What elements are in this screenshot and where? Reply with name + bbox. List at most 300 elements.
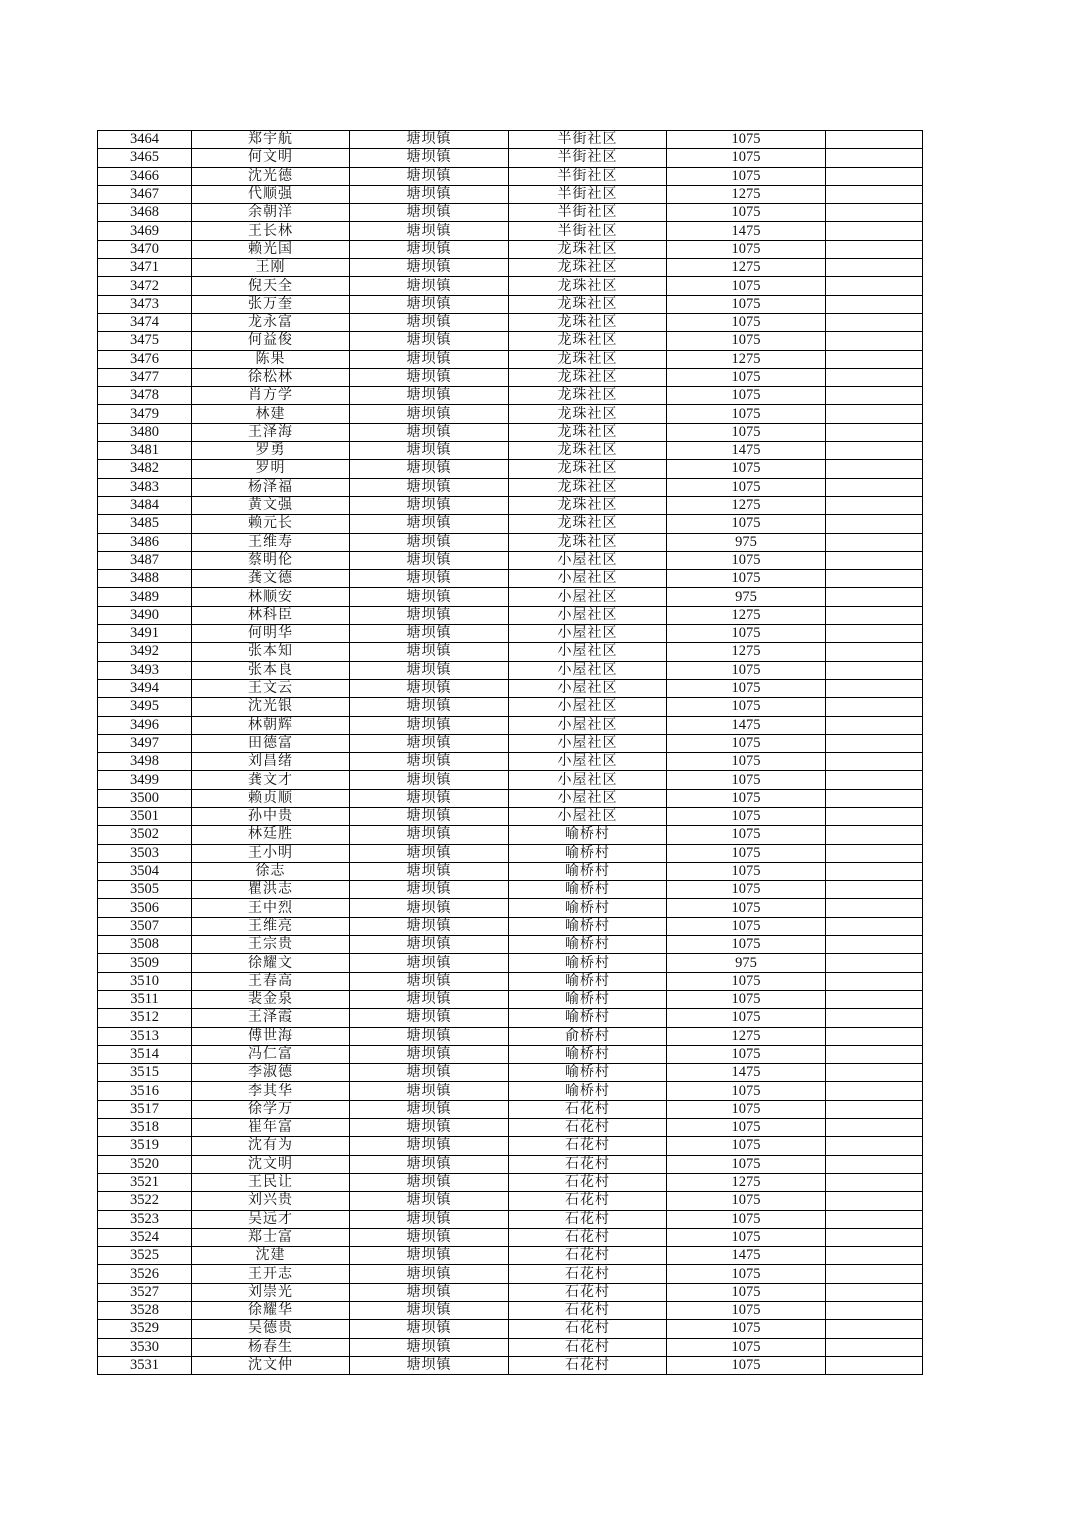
amount-cell: 1075 xyxy=(667,771,826,789)
name-cell: 何益俊 xyxy=(192,332,350,350)
note-cell xyxy=(826,844,923,862)
note-cell xyxy=(826,149,923,167)
note-cell xyxy=(826,661,923,679)
name-cell: 傅世海 xyxy=(192,1027,350,1045)
village-cell: 石花村 xyxy=(509,1356,667,1374)
village-cell: 小屋社区 xyxy=(509,625,667,643)
row-id-cell: 3468 xyxy=(98,204,192,222)
town-cell: 塘坝镇 xyxy=(350,204,509,222)
row-id-cell: 3464 xyxy=(98,131,192,149)
note-cell xyxy=(826,1173,923,1191)
row-id-cell: 3515 xyxy=(98,1064,192,1082)
table-row xyxy=(98,606,923,624)
note-cell xyxy=(826,862,923,880)
note-cell xyxy=(826,1283,923,1301)
table-row xyxy=(98,1045,923,1063)
row-id-cell: 3504 xyxy=(98,862,192,880)
town-cell: 塘坝镇 xyxy=(350,131,509,149)
row-id-cell: 3479 xyxy=(98,405,192,423)
name-cell: 罗明 xyxy=(192,460,350,478)
note-cell xyxy=(826,1155,923,1173)
note-cell xyxy=(826,789,923,807)
note-cell xyxy=(826,1009,923,1027)
town-cell: 塘坝镇 xyxy=(350,1082,509,1100)
town-cell: 塘坝镇 xyxy=(350,606,509,624)
row-id-cell: 3465 xyxy=(98,149,192,167)
note-cell xyxy=(826,533,923,551)
note-cell xyxy=(826,771,923,789)
data-table xyxy=(97,130,923,1375)
amount-cell: 1075 xyxy=(667,661,826,679)
name-cell: 赖元长 xyxy=(192,515,350,533)
village-cell: 龙珠社区 xyxy=(509,277,667,295)
town-cell: 塘坝镇 xyxy=(350,734,509,752)
row-id-cell: 3484 xyxy=(98,496,192,514)
village-cell: 石花村 xyxy=(509,1100,667,1118)
town-cell: 塘坝镇 xyxy=(350,661,509,679)
note-cell xyxy=(826,954,923,972)
village-cell: 小屋社区 xyxy=(509,807,667,825)
amount-cell: 1275 xyxy=(667,606,826,624)
town-cell: 塘坝镇 xyxy=(350,277,509,295)
note-cell xyxy=(826,1265,923,1283)
table-row xyxy=(98,222,923,240)
town-cell: 塘坝镇 xyxy=(350,1027,509,1045)
village-cell: 喻桥村 xyxy=(509,1082,667,1100)
town-cell: 塘坝镇 xyxy=(350,478,509,496)
note-cell xyxy=(826,990,923,1008)
table-row xyxy=(98,844,923,862)
note-cell xyxy=(826,643,923,661)
town-cell: 塘坝镇 xyxy=(350,350,509,368)
village-cell: 俞桥村 xyxy=(509,1027,667,1045)
village-cell: 石花村 xyxy=(509,1228,667,1246)
row-id-cell: 3530 xyxy=(98,1338,192,1356)
town-cell: 塘坝镇 xyxy=(350,442,509,460)
village-cell: 小屋社区 xyxy=(509,606,667,624)
village-cell: 石花村 xyxy=(509,1155,667,1173)
note-cell xyxy=(826,1082,923,1100)
town-cell: 塘坝镇 xyxy=(350,1356,509,1374)
note-cell xyxy=(826,496,923,514)
row-id-cell: 3488 xyxy=(98,570,192,588)
note-cell xyxy=(826,936,923,954)
town-cell: 塘坝镇 xyxy=(350,826,509,844)
note-cell xyxy=(826,679,923,697)
village-cell: 喻桥村 xyxy=(509,862,667,880)
table-body xyxy=(98,131,923,1375)
table-row xyxy=(98,826,923,844)
table-row xyxy=(98,625,923,643)
town-cell: 塘坝镇 xyxy=(350,167,509,185)
table-row xyxy=(98,295,923,313)
row-id-cell: 3513 xyxy=(98,1027,192,1045)
table-row xyxy=(98,643,923,661)
name-cell: 沈光德 xyxy=(192,167,350,185)
name-cell: 徐志 xyxy=(192,862,350,880)
table-row xyxy=(98,734,923,752)
town-cell: 塘坝镇 xyxy=(350,460,509,478)
name-cell: 王刚 xyxy=(192,259,350,277)
town-cell: 塘坝镇 xyxy=(350,1265,509,1283)
town-cell: 塘坝镇 xyxy=(350,570,509,588)
village-cell: 喻桥村 xyxy=(509,936,667,954)
table-row xyxy=(98,570,923,588)
row-id-cell: 3510 xyxy=(98,972,192,990)
row-id-cell: 3525 xyxy=(98,1247,192,1265)
name-cell: 王长林 xyxy=(192,222,350,240)
table-row xyxy=(98,1009,923,1027)
note-cell xyxy=(826,423,923,441)
note-cell xyxy=(826,1119,923,1137)
note-cell xyxy=(826,1247,923,1265)
table-row xyxy=(98,1173,923,1191)
town-cell: 塘坝镇 xyxy=(350,936,509,954)
name-cell: 沈文仲 xyxy=(192,1356,350,1374)
name-cell: 何文明 xyxy=(192,149,350,167)
village-cell: 半街社区 xyxy=(509,149,667,167)
village-cell: 龙珠社区 xyxy=(509,405,667,423)
village-cell: 喻桥村 xyxy=(509,899,667,917)
note-cell xyxy=(826,1137,923,1155)
village-cell: 石花村 xyxy=(509,1247,667,1265)
village-cell: 喻桥村 xyxy=(509,954,667,972)
village-cell: 喻桥村 xyxy=(509,990,667,1008)
name-cell: 田德富 xyxy=(192,734,350,752)
table-row xyxy=(98,332,923,350)
row-id-cell: 3516 xyxy=(98,1082,192,1100)
amount-cell: 1475 xyxy=(667,1064,826,1082)
row-id-cell: 3472 xyxy=(98,277,192,295)
note-cell xyxy=(826,295,923,313)
table-row xyxy=(98,753,923,771)
amount-cell: 1075 xyxy=(667,1302,826,1320)
town-cell: 塘坝镇 xyxy=(350,1247,509,1265)
village-cell: 喻桥村 xyxy=(509,1064,667,1082)
table-row xyxy=(98,240,923,258)
row-id-cell: 3469 xyxy=(98,222,192,240)
name-cell: 张本良 xyxy=(192,661,350,679)
town-cell: 塘坝镇 xyxy=(350,1192,509,1210)
name-cell: 倪天全 xyxy=(192,277,350,295)
name-cell: 吴远才 xyxy=(192,1210,350,1228)
note-cell xyxy=(826,807,923,825)
row-id-cell: 3529 xyxy=(98,1320,192,1338)
town-cell: 塘坝镇 xyxy=(350,533,509,551)
name-cell: 王泽海 xyxy=(192,423,350,441)
table-row xyxy=(98,679,923,697)
note-cell xyxy=(826,460,923,478)
note-cell xyxy=(826,625,923,643)
village-cell: 小屋社区 xyxy=(509,753,667,771)
row-id-cell: 3521 xyxy=(98,1173,192,1191)
amount-cell: 1075 xyxy=(667,1045,826,1063)
note-cell xyxy=(826,259,923,277)
table-row xyxy=(98,1155,923,1173)
table-row xyxy=(98,1320,923,1338)
name-cell: 罗勇 xyxy=(192,442,350,460)
name-cell: 郑士富 xyxy=(192,1228,350,1246)
name-cell: 黄文强 xyxy=(192,496,350,514)
village-cell: 石花村 xyxy=(509,1283,667,1301)
row-id-cell: 3466 xyxy=(98,167,192,185)
note-cell xyxy=(826,1045,923,1063)
row-id-cell: 3492 xyxy=(98,643,192,661)
table-row xyxy=(98,185,923,203)
village-cell: 石花村 xyxy=(509,1192,667,1210)
name-cell: 刘崇光 xyxy=(192,1283,350,1301)
amount-cell: 1075 xyxy=(667,149,826,167)
table-row xyxy=(98,1356,923,1374)
amount-cell: 1075 xyxy=(667,1192,826,1210)
table-row xyxy=(98,442,923,460)
town-cell: 塘坝镇 xyxy=(350,1119,509,1137)
amount-cell: 1275 xyxy=(667,185,826,203)
note-cell xyxy=(826,222,923,240)
village-cell: 石花村 xyxy=(509,1302,667,1320)
note-cell xyxy=(826,606,923,624)
name-cell: 郑宇航 xyxy=(192,131,350,149)
note-cell xyxy=(826,698,923,716)
amount-cell: 1075 xyxy=(667,131,826,149)
note-cell xyxy=(826,1302,923,1320)
name-cell: 林建 xyxy=(192,405,350,423)
village-cell: 小屋社区 xyxy=(509,698,667,716)
name-cell: 杨春生 xyxy=(192,1338,350,1356)
town-cell: 塘坝镇 xyxy=(350,789,509,807)
amount-cell: 1075 xyxy=(667,478,826,496)
amount-cell: 975 xyxy=(667,533,826,551)
row-id-cell: 3512 xyxy=(98,1009,192,1027)
note-cell xyxy=(826,277,923,295)
amount-cell: 1075 xyxy=(667,698,826,716)
table-row xyxy=(98,1119,923,1137)
note-cell xyxy=(826,881,923,899)
village-cell: 小屋社区 xyxy=(509,588,667,606)
town-cell: 塘坝镇 xyxy=(350,881,509,899)
town-cell: 塘坝镇 xyxy=(350,240,509,258)
amount-cell: 1075 xyxy=(667,789,826,807)
name-cell: 林科臣 xyxy=(192,606,350,624)
amount-cell: 1075 xyxy=(667,295,826,313)
table-row xyxy=(98,661,923,679)
amount-cell: 1075 xyxy=(667,1283,826,1301)
table-row xyxy=(98,789,923,807)
row-id-cell: 3482 xyxy=(98,460,192,478)
row-id-cell: 3494 xyxy=(98,679,192,697)
table-row xyxy=(98,1265,923,1283)
note-cell xyxy=(826,1338,923,1356)
name-cell: 李其华 xyxy=(192,1082,350,1100)
name-cell: 王中烈 xyxy=(192,899,350,917)
amount-cell: 1075 xyxy=(667,332,826,350)
row-id-cell: 3491 xyxy=(98,625,192,643)
amount-cell: 1075 xyxy=(667,899,826,917)
village-cell: 石花村 xyxy=(509,1173,667,1191)
town-cell: 塘坝镇 xyxy=(350,954,509,972)
village-cell: 喻桥村 xyxy=(509,826,667,844)
village-cell: 龙珠社区 xyxy=(509,423,667,441)
amount-cell: 1075 xyxy=(667,734,826,752)
table-row xyxy=(98,1283,923,1301)
village-cell: 喻桥村 xyxy=(509,1045,667,1063)
amount-cell: 1075 xyxy=(667,1119,826,1137)
note-cell xyxy=(826,588,923,606)
amount-cell: 1075 xyxy=(667,1356,826,1374)
town-cell: 塘坝镇 xyxy=(350,515,509,533)
village-cell: 石花村 xyxy=(509,1265,667,1283)
amount-cell: 1075 xyxy=(667,277,826,295)
name-cell: 沈光银 xyxy=(192,698,350,716)
note-cell xyxy=(826,167,923,185)
name-cell: 瞿洪志 xyxy=(192,881,350,899)
row-id-cell: 3519 xyxy=(98,1137,192,1155)
town-cell: 塘坝镇 xyxy=(350,496,509,514)
note-cell xyxy=(826,332,923,350)
note-cell xyxy=(826,1356,923,1374)
table-row xyxy=(98,1302,923,1320)
table-row xyxy=(98,551,923,569)
row-id-cell: 3514 xyxy=(98,1045,192,1063)
row-id-cell: 3499 xyxy=(98,771,192,789)
name-cell: 刘昌绪 xyxy=(192,753,350,771)
row-id-cell: 3526 xyxy=(98,1265,192,1283)
row-id-cell: 3498 xyxy=(98,753,192,771)
village-cell: 小屋社区 xyxy=(509,551,667,569)
name-cell: 刘兴贵 xyxy=(192,1192,350,1210)
town-cell: 塘坝镇 xyxy=(350,753,509,771)
town-cell: 塘坝镇 xyxy=(350,259,509,277)
row-id-cell: 3474 xyxy=(98,313,192,331)
note-cell xyxy=(826,734,923,752)
village-cell: 龙珠社区 xyxy=(509,313,667,331)
name-cell: 王小明 xyxy=(192,844,350,862)
table-row xyxy=(98,1137,923,1155)
table-row xyxy=(98,204,923,222)
amount-cell: 1075 xyxy=(667,570,826,588)
amount-cell: 1275 xyxy=(667,1027,826,1045)
row-id-cell: 3476 xyxy=(98,350,192,368)
name-cell: 沈建 xyxy=(192,1247,350,1265)
note-cell xyxy=(826,405,923,423)
name-cell: 徐耀华 xyxy=(192,1302,350,1320)
note-cell xyxy=(826,204,923,222)
amount-cell: 975 xyxy=(667,954,826,972)
table-row xyxy=(98,167,923,185)
table-row xyxy=(98,533,923,551)
row-id-cell: 3486 xyxy=(98,533,192,551)
town-cell: 塘坝镇 xyxy=(350,698,509,716)
name-cell: 余朝洋 xyxy=(192,204,350,222)
amount-cell: 1275 xyxy=(667,643,826,661)
town-cell: 塘坝镇 xyxy=(350,862,509,880)
table-row xyxy=(98,368,923,386)
table-row xyxy=(98,588,923,606)
name-cell: 林廷胜 xyxy=(192,826,350,844)
row-id-cell: 3475 xyxy=(98,332,192,350)
village-cell: 半街社区 xyxy=(509,167,667,185)
row-id-cell: 3517 xyxy=(98,1100,192,1118)
name-cell: 张万奎 xyxy=(192,295,350,313)
row-id-cell: 3507 xyxy=(98,917,192,935)
village-cell: 小屋社区 xyxy=(509,661,667,679)
village-cell: 龙珠社区 xyxy=(509,350,667,368)
table-row xyxy=(98,990,923,1008)
table-row xyxy=(98,1247,923,1265)
table-row xyxy=(98,350,923,368)
amount-cell: 1075 xyxy=(667,844,826,862)
row-id-cell: 3523 xyxy=(98,1210,192,1228)
amount-cell: 1275 xyxy=(667,350,826,368)
name-cell: 陈果 xyxy=(192,350,350,368)
amount-cell: 1075 xyxy=(667,460,826,478)
name-cell: 王维寿 xyxy=(192,533,350,551)
town-cell: 塘坝镇 xyxy=(350,387,509,405)
amount-cell: 1075 xyxy=(667,990,826,1008)
note-cell xyxy=(826,551,923,569)
table-row xyxy=(98,313,923,331)
table-row xyxy=(98,972,923,990)
village-cell: 小屋社区 xyxy=(509,570,667,588)
amount-cell: 975 xyxy=(667,588,826,606)
amount-cell: 1075 xyxy=(667,515,826,533)
town-cell: 塘坝镇 xyxy=(350,1210,509,1228)
town-cell: 塘坝镇 xyxy=(350,185,509,203)
town-cell: 塘坝镇 xyxy=(350,625,509,643)
town-cell: 塘坝镇 xyxy=(350,1320,509,1338)
town-cell: 塘坝镇 xyxy=(350,1100,509,1118)
table-row xyxy=(98,1027,923,1045)
village-cell: 喻桥村 xyxy=(509,1009,667,1027)
amount-cell: 1075 xyxy=(667,679,826,697)
note-cell xyxy=(826,1192,923,1210)
name-cell: 徐松林 xyxy=(192,368,350,386)
amount-cell: 1075 xyxy=(667,405,826,423)
amount-cell: 1075 xyxy=(667,1155,826,1173)
amount-cell: 1075 xyxy=(667,807,826,825)
table-row xyxy=(98,277,923,295)
amount-cell: 1075 xyxy=(667,1100,826,1118)
row-id-cell: 3470 xyxy=(98,240,192,258)
table-row xyxy=(98,1082,923,1100)
amount-cell: 1475 xyxy=(667,222,826,240)
name-cell: 赖光国 xyxy=(192,240,350,258)
town-cell: 塘坝镇 xyxy=(350,368,509,386)
town-cell: 塘坝镇 xyxy=(350,1155,509,1173)
town-cell: 塘坝镇 xyxy=(350,844,509,862)
amount-cell: 1075 xyxy=(667,240,826,258)
note-cell xyxy=(826,368,923,386)
town-cell: 塘坝镇 xyxy=(350,149,509,167)
amount-cell: 1075 xyxy=(667,551,826,569)
village-cell: 半街社区 xyxy=(509,185,667,203)
village-cell: 龙珠社区 xyxy=(509,533,667,551)
village-cell: 龙珠社区 xyxy=(509,332,667,350)
town-cell: 塘坝镇 xyxy=(350,332,509,350)
row-id-cell: 3503 xyxy=(98,844,192,862)
name-cell: 吴德贵 xyxy=(192,1320,350,1338)
name-cell: 林朝辉 xyxy=(192,716,350,734)
name-cell: 王维亮 xyxy=(192,917,350,935)
town-cell: 塘坝镇 xyxy=(350,1137,509,1155)
row-id-cell: 3502 xyxy=(98,826,192,844)
table-row xyxy=(98,771,923,789)
row-id-cell: 3528 xyxy=(98,1302,192,1320)
town-cell: 塘坝镇 xyxy=(350,972,509,990)
note-cell xyxy=(826,1027,923,1045)
name-cell: 王春高 xyxy=(192,972,350,990)
amount-cell: 1075 xyxy=(667,1228,826,1246)
